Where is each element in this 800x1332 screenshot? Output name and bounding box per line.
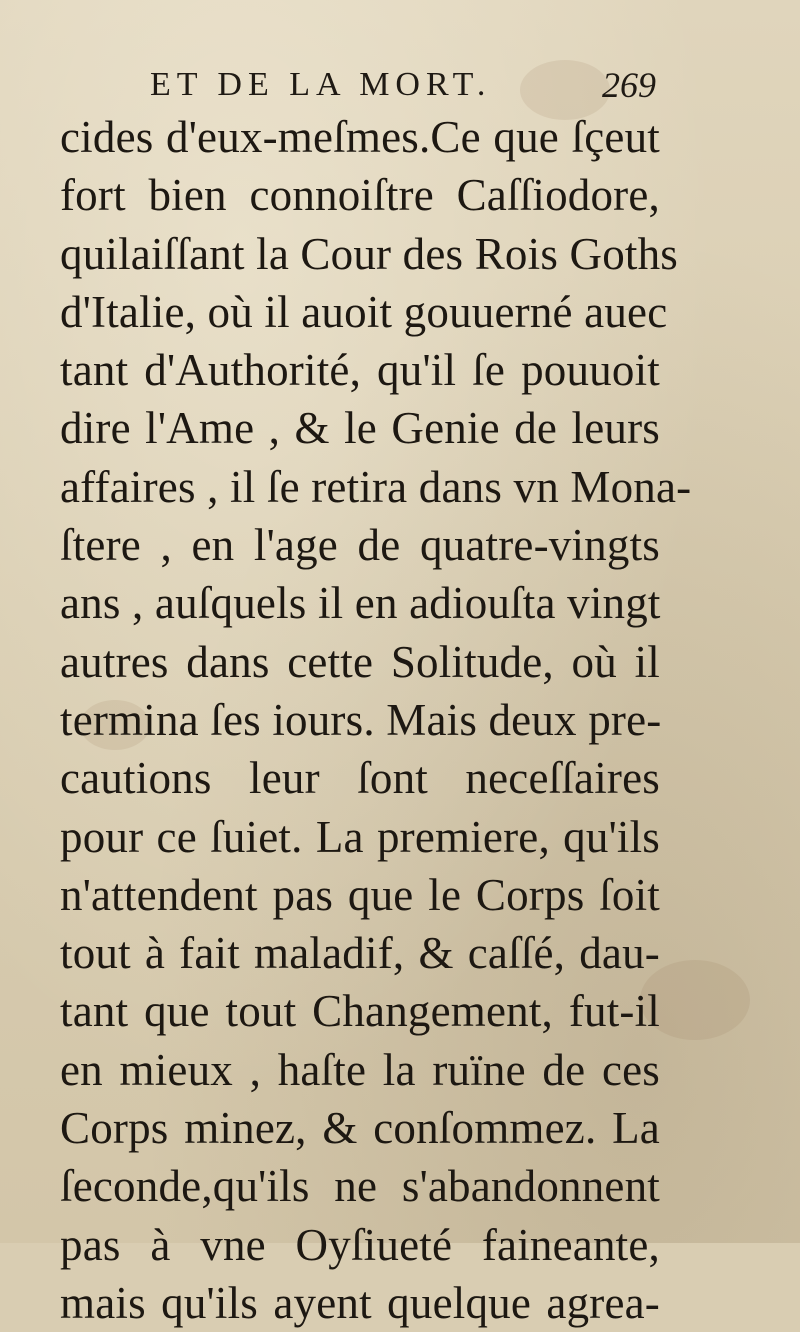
text-line: mais qu'ils ayent quelque agrea-	[60, 1277, 660, 1328]
page-header	[150, 62, 660, 108]
text-line: en mieux , haſte la ruïne de ces	[60, 1044, 660, 1095]
text-line: ſtere , en l'age de quatre-vingts	[60, 520, 660, 571]
text-line: termina ſes iours. Mais deux pre-	[60, 694, 662, 745]
text-line: tout à fait maladif, & caſſé, dau-	[60, 928, 660, 979]
text-line: quilaiſſant la Cour des Rois Goths	[60, 228, 679, 279]
text-line: affaires , il ſe retira dans vn Mona-	[60, 461, 692, 512]
text-line: pour ce ſuiet. La premiere, qu'ils	[60, 811, 660, 862]
text-line: tant que tout Changement, fut-il	[60, 986, 660, 1037]
text-line: d'Italie, où il auoit gouuerné auec	[60, 286, 668, 337]
text-line: fort bien connoiſtre Caſſiodore,	[60, 170, 660, 221]
text-line: n'attendent pas que le Corps ſoit	[60, 869, 660, 920]
page-number: 269	[602, 65, 656, 105]
text-line: cautions leur ſont neceſſaires	[60, 753, 660, 804]
text-line: ſeconde,qu'ils ne s'abandonnent	[60, 1161, 660, 1212]
text-line: tant d'Authorité, qu'il ſe pouuoit	[60, 345, 660, 396]
text-line: Corps minez, & conſommez. La	[60, 1103, 660, 1154]
text-line: ans , auſquels il en adiouſta vingt	[60, 578, 661, 629]
body-text	[60, 108, 692, 1332]
text-line: cides d'eux-meſmes.Ce que ſçeut	[60, 112, 660, 162]
text-line: dire l'Ame , & le Genie de leurs	[60, 403, 660, 454]
text-line: autres dans cette Solitude, où il	[60, 636, 660, 687]
text-line: pas à vne Oyſiueté faineante,	[60, 1219, 660, 1270]
running-head: ET DE LA MORT.	[150, 66, 492, 103]
